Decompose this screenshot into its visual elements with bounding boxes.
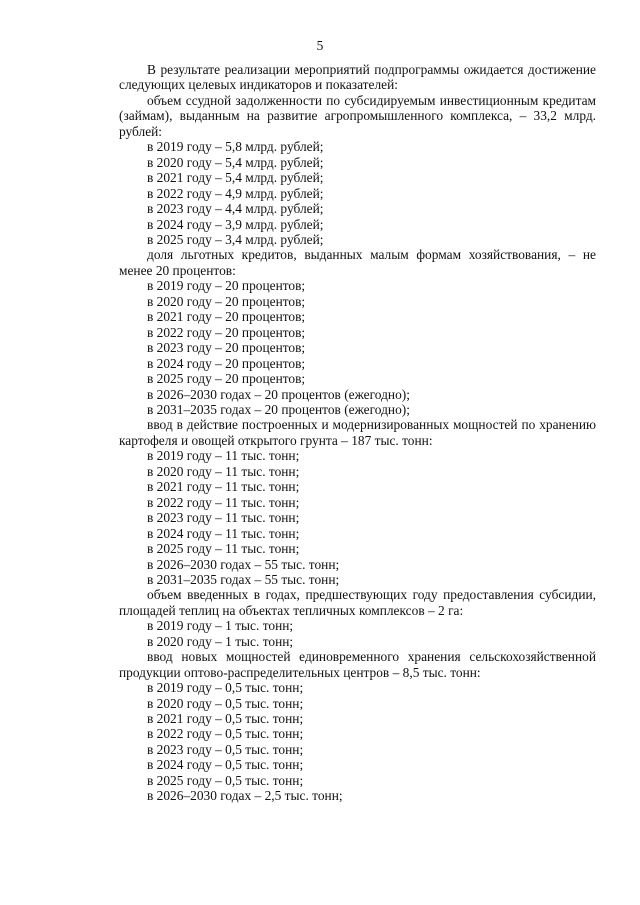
list-item: в 2026–2030 годах – 20 процентов (ежегодно); <box>147 386 410 402</box>
list-item: в 2021 году – 20 процентов; <box>147 309 306 325</box>
list-item: в 2026–2030 годах – 2,5 тыс. тонн; <box>147 788 343 804</box>
list-item: в 2031–2035 годах – 20 процентов (ежегодно); <box>147 401 410 417</box>
paragraph: ввод новых мощностей единовременного хранения сельскохозяйственной продукции оптово-распределительных центров – 8,5 тыс. тонн: <box>119 649 596 680</box>
list-item: в 2021 году – 5,4 млрд. рублей; <box>147 170 324 186</box>
paragraph: объем введенных в годах, предшествующих году предоставления субсидии, площадей теплиц на объектах тепличных комплексов – 2 га: <box>119 587 596 618</box>
list-item: в 2023 году – 4,4 млрд. рублей; <box>147 201 324 217</box>
list-item: в 2020 году – 5,4 млрд. рублей; <box>147 154 324 170</box>
list-item: в 2022 году – 20 процентов; <box>147 324 306 340</box>
list-item: в 2019 году – 11 тыс. тонн; <box>147 448 300 464</box>
list-item: в 2022 году – 0,5 тыс. тонн; <box>147 726 304 742</box>
list-item: в 2025 году – 0,5 тыс. тонн; <box>147 772 304 788</box>
document-body <box>119 62 596 804</box>
list-item: в 2025 году – 3,4 млрд. рублей; <box>147 231 324 247</box>
page-number: 5 <box>316 38 324 53</box>
list-item: в 2024 году – 20 процентов; <box>147 355 306 371</box>
list-item: в 2024 году – 0,5 тыс. тонн; <box>147 757 304 773</box>
paragraph: объем ссудной задолженности по субсидируемым инвестиционным кредитам (займам), выданным на развитие агропромышленного комплекса, – 33,2 млрд. рублей: <box>119 92 596 139</box>
list-item: в 2020 году – 1 тыс. тонн; <box>147 633 294 649</box>
list-item: в 2021 году – 11 тыс. тонн; <box>147 479 300 495</box>
list-item: в 2020 году – 0,5 тыс. тонн; <box>147 695 304 711</box>
paragraph: доля льготных кредитов, выданных малым формам хозяйствования, – не менее 20 процентов: <box>119 247 596 278</box>
list-item: в 2023 году – 0,5 тыс. тонн; <box>147 741 304 757</box>
list-item: в 2023 году – 20 процентов; <box>147 340 306 356</box>
list-item: в 2025 году – 11 тыс. тонн; <box>147 541 300 557</box>
list-item: в 2020 году – 11 тыс. тонн; <box>147 463 300 479</box>
list-item: в 2021 году – 0,5 тыс. тонн; <box>147 711 304 727</box>
list-item: в 2020 году – 20 процентов; <box>147 293 306 309</box>
list-item: в 2025 году – 20 процентов; <box>147 371 306 387</box>
list-item: в 2023 году – 11 тыс. тонн; <box>147 510 300 526</box>
list-item: в 2022 году – 11 тыс. тонн; <box>147 494 300 510</box>
paragraph: ввод в действие построенных и модернизированных мощностей по хранению картофеля и овощей открытого грунта – 187 тыс. тонн: <box>119 417 596 448</box>
list-item: в 2019 году – 0,5 тыс. тонн; <box>147 680 304 696</box>
list-item: в 2024 году – 11 тыс. тонн; <box>147 525 300 541</box>
list-item: в 2031–2035 годах – 55 тыс. тонн; <box>147 571 340 587</box>
list-item: в 2024 году – 3,9 млрд. рублей; <box>147 216 324 232</box>
list-item: в 2026–2030 годах – 55 тыс. тонн; <box>147 556 340 572</box>
list-item: в 2019 году – 1 тыс. тонн; <box>147 618 294 634</box>
list-item: в 2019 году – 5,8 млрд. рублей; <box>147 139 324 155</box>
paragraph: В результате реализации мероприятий подпрограммы ожидается достижение следующих целевых индикаторов и показателей: <box>119 62 596 93</box>
list-item: в 2022 году – 4,9 млрд. рублей; <box>147 185 324 201</box>
list-item: в 2019 году – 20 процентов; <box>147 278 306 294</box>
